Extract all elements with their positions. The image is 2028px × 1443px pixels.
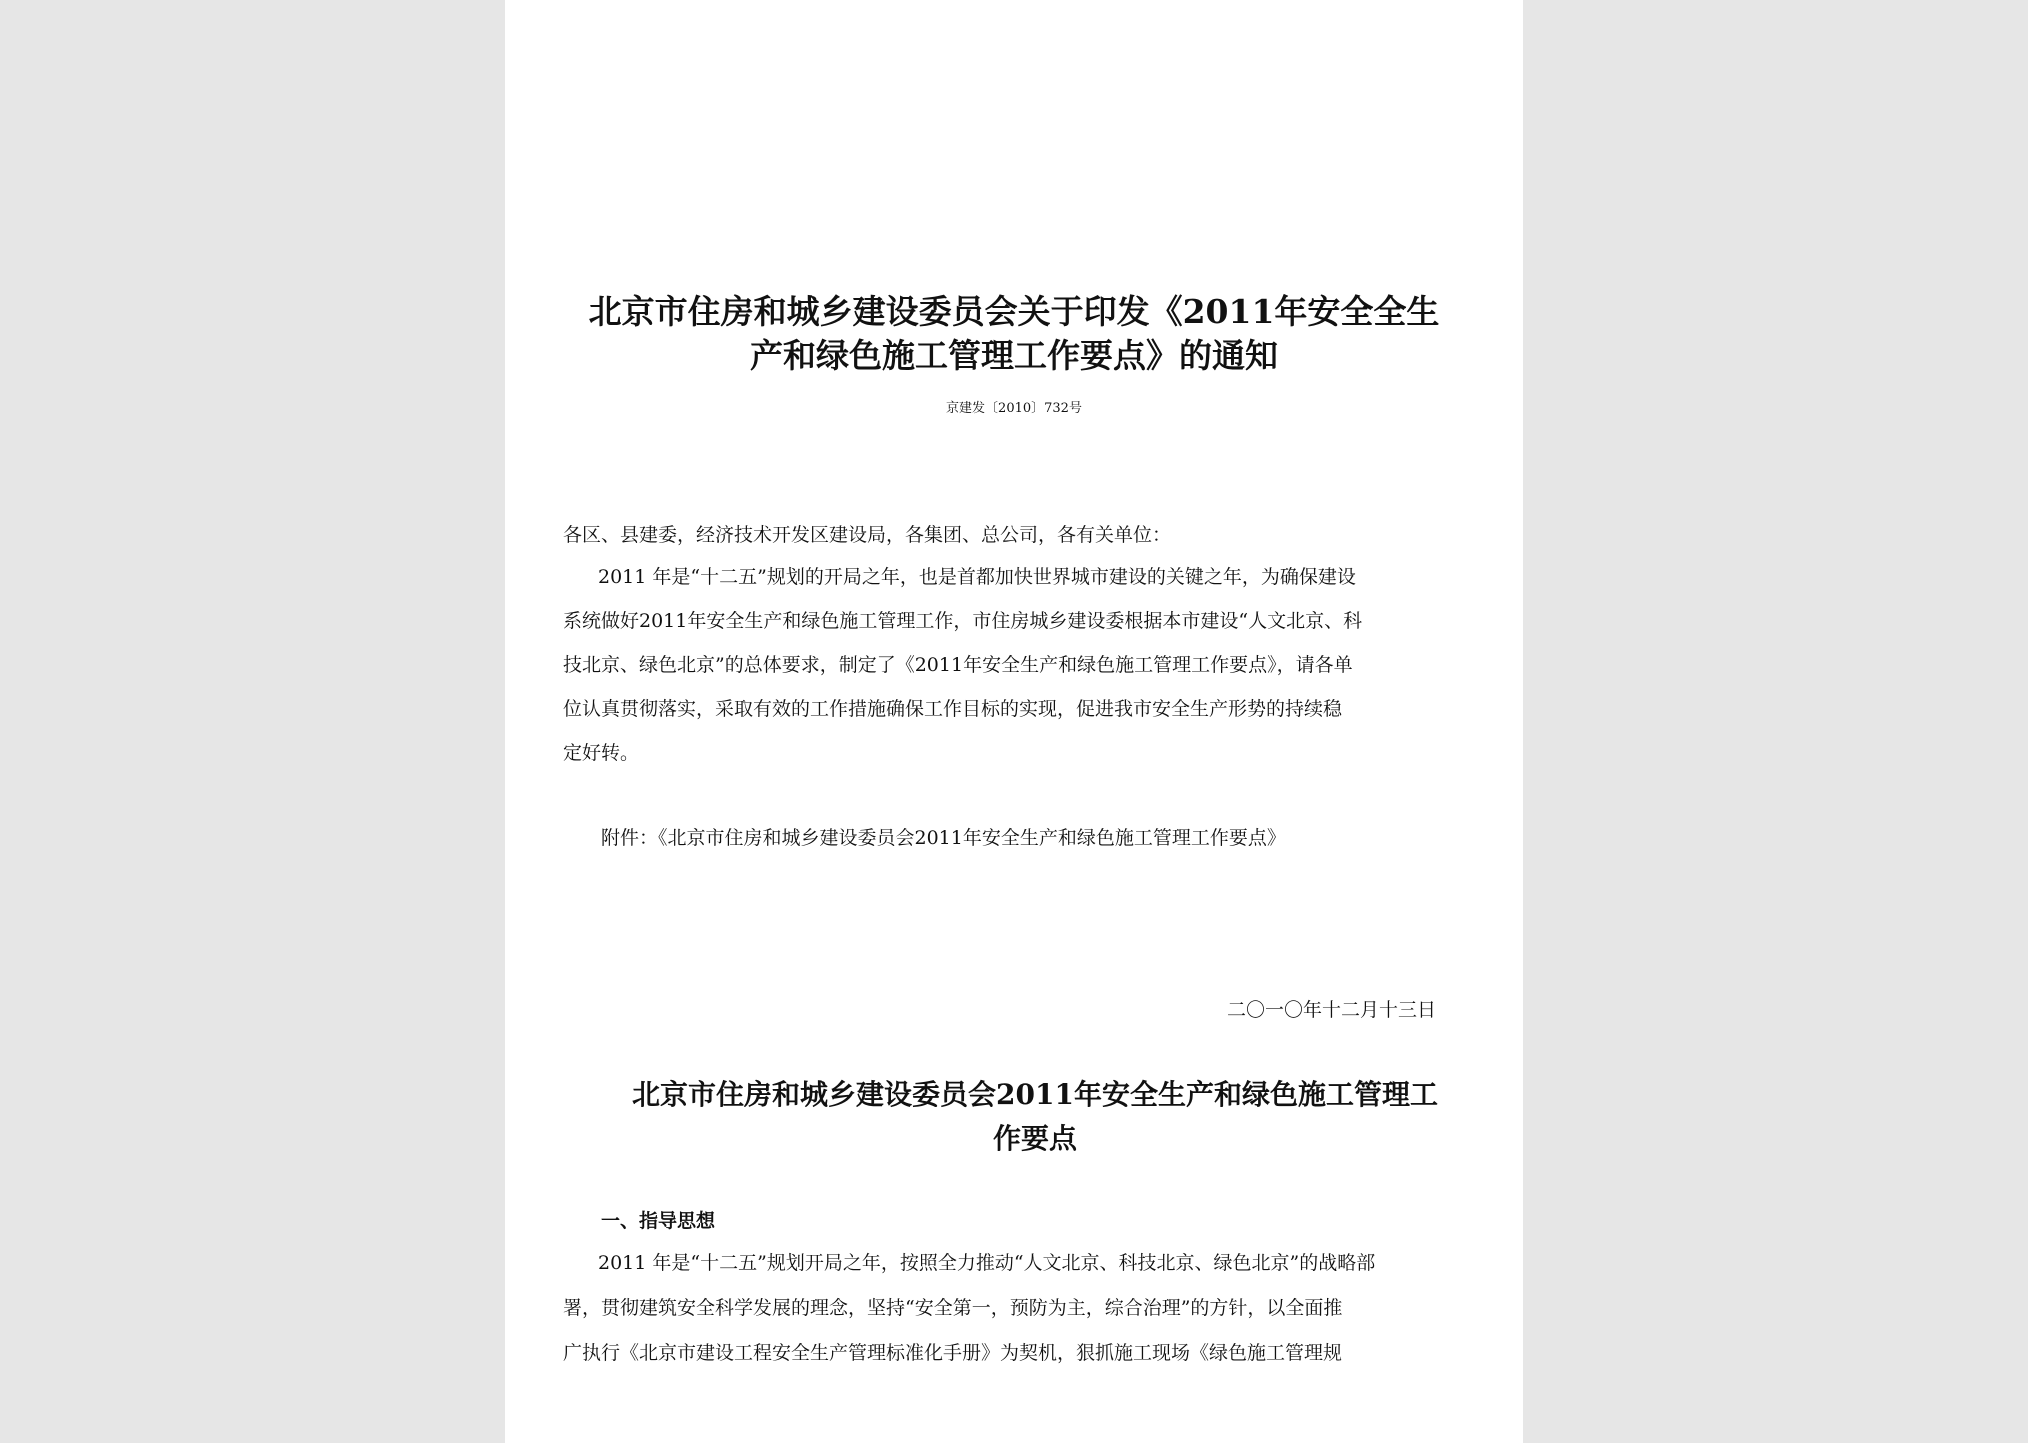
subtitle-line-1: 北京市住房和城乡建设委员会2011年安全生产和绿色施工管理工 <box>632 1078 1438 1111</box>
document-page <box>505 0 1523 1443</box>
body-line-5: 定好转。 <box>563 742 640 764</box>
section1-line-2: 署，贯彻建筑安全科学发展的理念，坚持“安全第一，预防为主，综合治理”的方针，以全面推 <box>563 1297 1343 1319</box>
document-title-line-2: 产和绿色施工管理工作要点》的通知 <box>750 336 1278 375</box>
section-heading-guiding-ideology: 一、指导思想 <box>601 1210 716 1232</box>
subtitle-line-2: 作要点 <box>992 1122 1077 1155</box>
addressee-line: 各区、县建委，经济技术开发区建设局，各集团、总公司，各有关单位： <box>563 524 1172 546</box>
body-line-1: 2011 年是“十二五”规划的开局之年，也是首都加快世界城市建设的关键之年，为确保建设 <box>598 566 1356 588</box>
body-line-3: 技北京、绿色北京”的总体要求，制定了《2011年安全生产和绿色施工管理工作要点》，请各单 <box>563 654 1353 676</box>
attachment-line: 附件：《北京市住房和城乡建设委员会2011年安全生产和绿色施工管理工作要点》 <box>601 827 1286 849</box>
section1-line-3: 广执行《北京市建设工程安全生产管理标准化手册》为契机，狠抓施工现场《绿色施工管理规 <box>563 1342 1343 1364</box>
body-line-4: 位认真贯彻落实，采取有效的工作措施确保工作目标的实现，促进我市安全生产形势的持续稳 <box>563 698 1343 720</box>
document-number: 京建发〔2010〕732号 <box>946 401 1082 416</box>
document-title-line-1: 北京市住房和城乡建设委员会关于印发《2011年安全全生 <box>588 292 1440 331</box>
issue-date: 二〇一〇年十二月十三日 <box>1227 999 1437 1021</box>
body-line-2: 系统做好2011年安全生产和绿色施工管理工作，市住房城乡建设委根据本市建设“人文北京、科 <box>563 610 1363 632</box>
section1-line-1: 2011 年是“十二五”规划开局之年，按照全力推动“人文北京、科技北京、绿色北京”的战略部 <box>598 1252 1376 1274</box>
